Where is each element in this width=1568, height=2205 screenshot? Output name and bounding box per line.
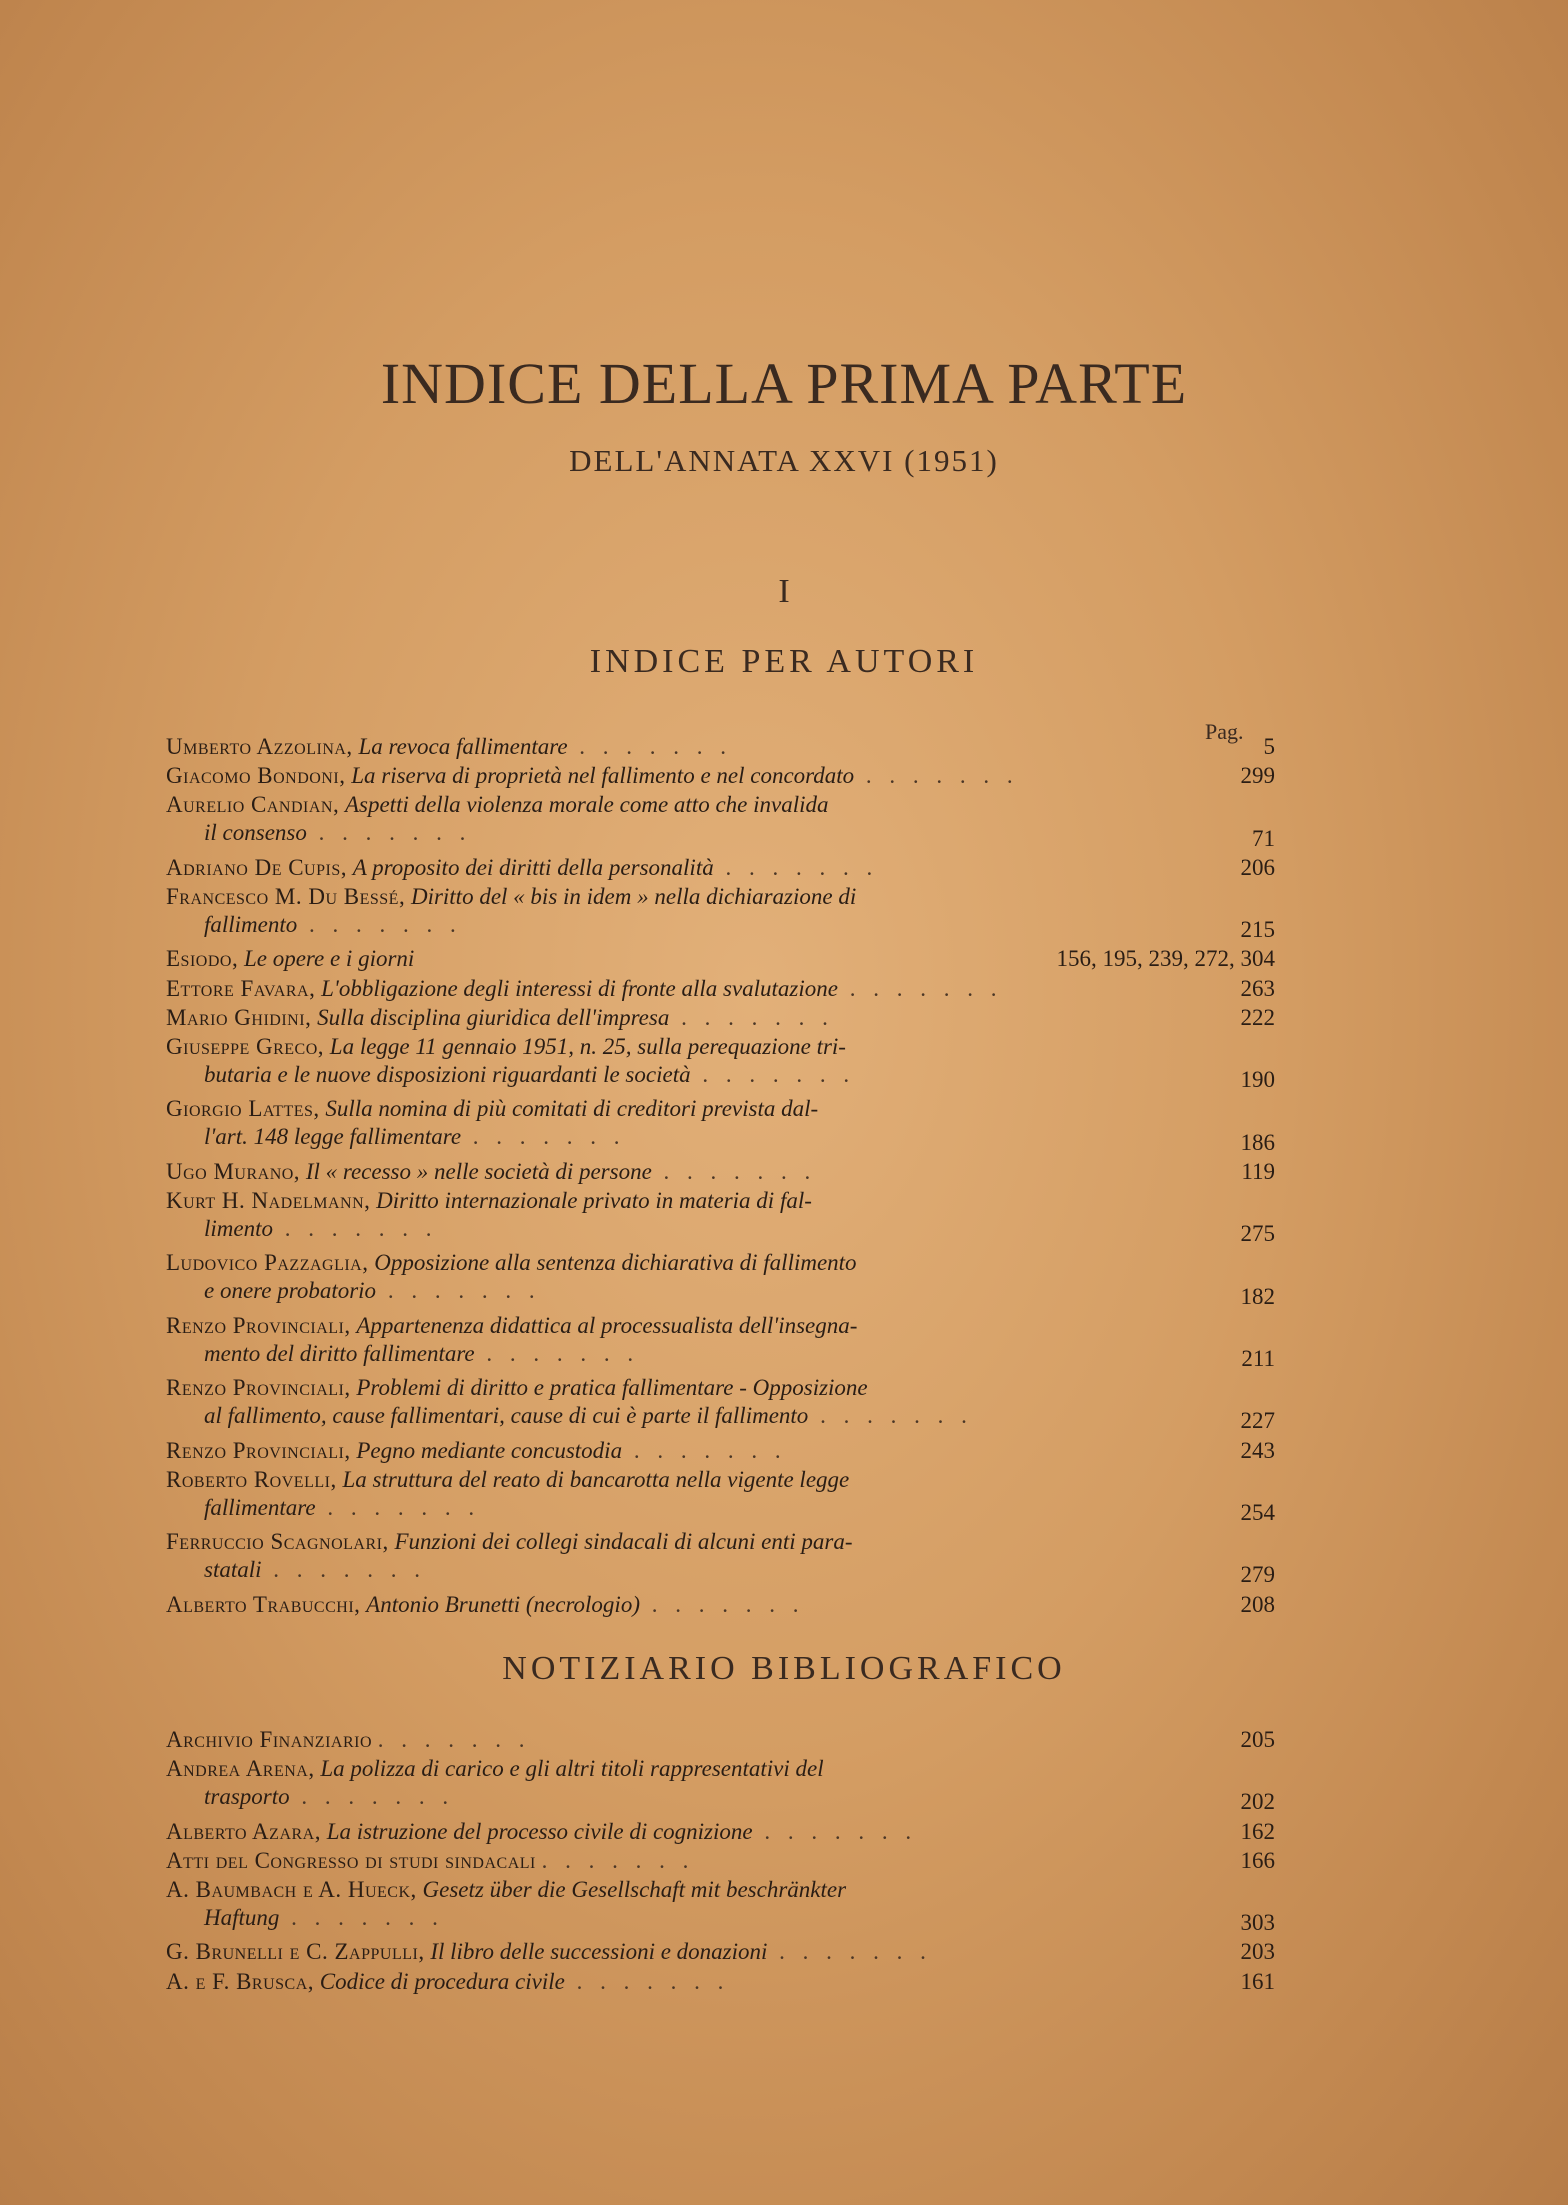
- biblio-entry-line: [166, 1968, 1266, 1996]
- authors-entry-title: Opposizione alla sentenza dichiarativa di fallimento: [374, 1250, 857, 1276]
- authors-entry-author: Adriano De Cupis,: [166, 854, 347, 880]
- biblio-entry: [166, 1938, 1266, 1966]
- leader-dots: . . . . . . .: [651, 1158, 817, 1184]
- authors-entry-line: [166, 1312, 1266, 1340]
- authors-entry-page: 119: [1241, 1158, 1275, 1184]
- authors-entry-line: [166, 883, 1266, 911]
- biblio-entry-title: La istruzione del processo civile di cognizione: [326, 1818, 753, 1844]
- authors-entry-page: 275: [1240, 1221, 1275, 1247]
- authors-entry-page: 206: [1240, 854, 1275, 880]
- authors-entry: [166, 1187, 1266, 1243]
- authors-entry-title: Funzioni dei collegi sindacali di alcuni enti para-: [394, 1529, 853, 1555]
- authors-entry: [166, 975, 1266, 1003]
- leader-dots: . . . . . . .: [541, 1847, 695, 1873]
- leader-dots: . . . . . . .: [639, 1591, 805, 1617]
- biblio-entry-line: [166, 1818, 1266, 1846]
- authors-entry-line: [166, 1466, 1266, 1494]
- authors-entry: [166, 1312, 1266, 1368]
- biblio-entry-title: Il libro delle successioni e donazioni: [430, 1939, 768, 1965]
- authors-entry-author: Ferruccio Scagnolari,: [166, 1529, 389, 1555]
- leader-dots: . . . . . . .: [273, 1216, 438, 1241]
- authors-entry-line: [166, 1494, 1266, 1522]
- authors-entry-title: L'obbligazione degli interessi di fronte alla svalutazione: [321, 975, 838, 1001]
- authors-entry-line: [166, 819, 1266, 847]
- authors-entry-line: [166, 791, 1266, 819]
- authors-entry-line: [166, 1340, 1266, 1368]
- biblio-entry-line: [166, 1847, 1266, 1875]
- authors-entry-page: 211: [1241, 1346, 1275, 1371]
- biblio-entry-author: A. Baumbach e A. Hueck,: [166, 1877, 417, 1902]
- authors-entry-title: al fallimento, cause fallimentari, cause di cui è parte il fallimento: [204, 1403, 809, 1429]
- authors-entry-title: Pegno mediante concustodia: [356, 1437, 623, 1463]
- biblio-entry-page: 202: [1240, 1789, 1275, 1815]
- biblio-entry: [166, 1818, 1266, 1846]
- leader-dots: . . . . . . .: [261, 1557, 427, 1583]
- leader-dots: . . . . . . .: [289, 1784, 455, 1810]
- authors-entry-page: 279: [1240, 1562, 1275, 1588]
- leader-dots: . . . . . . .: [767, 1939, 932, 1965]
- biblio-entry-author: G. Brunelli e C. Zappulli,: [166, 1939, 425, 1965]
- biblio-entry-title: trasporto: [204, 1784, 290, 1810]
- authors-entry-page: 5: [1263, 734, 1275, 759]
- leader-dots: . . . . . . .: [315, 1494, 481, 1520]
- biblio-entry-title: Gesetz über die Gesellschaft mit beschränkter: [422, 1877, 847, 1902]
- authors-entry-author: Alberto Trabucchi,: [166, 1591, 361, 1617]
- biblio-entry-page: 161: [1240, 1968, 1275, 1994]
- leader-dots: . . . . . . .: [306, 820, 472, 846]
- authors-entry-title: Aspetti della violenza morale come atto che invalida: [344, 792, 829, 818]
- authors-entry-line: [166, 1123, 1266, 1151]
- biblio-entry-title: La polizza di carico e gli altri titoli rappresentativi del: [320, 1756, 824, 1782]
- authors-entry-title: La struttura del reato di bancarotta nella vigente legge: [342, 1466, 850, 1492]
- authors-entry: [166, 1374, 1266, 1430]
- leader-dots: . . . . . . .: [838, 975, 1003, 1001]
- biblio-entry: [166, 1726, 1266, 1754]
- authors-entry-title: Sulla disciplina giuridica dell'impresa: [317, 1004, 670, 1030]
- authors-entry-author: Giacomo Bondoni,: [166, 763, 346, 789]
- pag-label: Pag.: [1205, 719, 1244, 744]
- biblio-entry-line: [166, 1726, 1266, 1754]
- authors-entry-author: Renzo Provinciali,: [166, 1375, 351, 1401]
- authors-entry-line: [166, 1528, 1266, 1556]
- authors-entry-line: [166, 1187, 1266, 1215]
- authors-entry-title: fallimentare: [204, 1494, 316, 1520]
- leader-dots: . . . . . . .: [854, 763, 1019, 789]
- authors-entry-line: [166, 854, 1266, 882]
- biblio-entry-title: Haftung: [204, 1905, 280, 1930]
- leader-dots: . . . . . . .: [690, 1062, 856, 1087]
- page-subtitle: DELL'ANNATA XXVI (1951): [569, 443, 999, 478]
- authors-entry-title: A proposito dei diritti della personalità: [352, 854, 714, 880]
- authors-entry-author: Roberto Rovelli,: [166, 1466, 337, 1492]
- authors-entry-line: [166, 1215, 1266, 1243]
- biblio-entry-line: [166, 1783, 1266, 1811]
- leader-dots: . . . . . . .: [377, 1727, 531, 1752]
- authors-entry-author: Ugo Murano,: [166, 1158, 301, 1184]
- authors-entry-author: Aurelio Candian,: [166, 792, 340, 818]
- authors-entry-author: Kurt H. Nadelmann,: [166, 1188, 371, 1213]
- authors-entry-title: l'art. 148 legge fallimentare: [204, 1124, 462, 1150]
- authors-entry-author: Umberto Azzolina,: [166, 734, 353, 759]
- authors-entry: [166, 1004, 1266, 1032]
- biblio-entry-author: A. e F. Brusca,: [166, 1968, 315, 1994]
- authors-entry-page: 182: [1240, 1283, 1275, 1309]
- authors-entry: [166, 1591, 1266, 1619]
- authors-entry-title: il consenso: [204, 820, 307, 846]
- authors-entry-line: [166, 762, 1266, 790]
- biblio-entry-author: Andrea Arena,: [166, 1756, 315, 1782]
- authors-entry-title: mento del diritto fallimentare: [204, 1340, 475, 1366]
- authors-entry-title: La legge 11 gennaio 1951, n. 25, sulla perequazione tri-: [329, 1034, 846, 1059]
- biblio-entry-author: Archivio Finanziario: [166, 1727, 373, 1752]
- authors-entry-line: [166, 975, 1266, 1003]
- leader-dots: . . . . . . .: [808, 1403, 973, 1429]
- biblio-entry: [166, 1876, 1266, 1932]
- authors-entry-title: statali: [204, 1557, 262, 1583]
- authors-entry-author: Ludovico Pazzaglia,: [166, 1250, 369, 1276]
- page-title: INDICE DELLA PRIMA PARTE: [380, 351, 1188, 416]
- authors-entry-title: Le opere e i giorni: [243, 946, 415, 972]
- authors-entry-page: 190: [1240, 1067, 1275, 1093]
- authors-entry-page: 243: [1240, 1437, 1275, 1463]
- authors-entry-title: fallimento: [204, 912, 298, 937]
- biblio-entry-page: 203: [1240, 1939, 1275, 1965]
- leader-dots: . . . . . . .: [752, 1818, 918, 1844]
- leader-dots: . . . . . . .: [622, 1437, 787, 1463]
- authors-entry: [166, 1095, 1266, 1151]
- authors-entry-title: La revoca fallimentare: [358, 734, 568, 759]
- leader-dots: . . . . . . .: [376, 1278, 541, 1304]
- authors-entry-author: Giorgio Lattes,: [166, 1096, 320, 1122]
- authors-entry-title: Diritto del « bis in idem » nella dichiarazione di: [410, 884, 857, 909]
- authors-entry-title: e onere probatorio: [204, 1278, 377, 1304]
- biblio-entry-line: [166, 1938, 1266, 1966]
- authors-entry-title: Problemi di diritto e pratica fallimentare - Opposizione: [356, 1375, 868, 1401]
- leader-dots: . . . . . . .: [564, 1968, 730, 1994]
- authors-entry-page: 71: [1252, 825, 1275, 851]
- authors-entry-page: 186: [1240, 1129, 1275, 1155]
- authors-entry: [166, 883, 1266, 939]
- authors-entry-author: Esiodo,: [166, 946, 239, 972]
- authors-entry-title: Antonio Brunetti (necrologio): [366, 1591, 640, 1617]
- biblio-entry-page: 205: [1240, 1727, 1275, 1752]
- biblio-entry: [166, 1847, 1266, 1875]
- authors-entry-author: Ettore Favara,: [166, 975, 316, 1001]
- authors-entry: [166, 1158, 1266, 1186]
- biblio-entry-page: 166: [1240, 1847, 1275, 1873]
- authors-entry-title: limento: [204, 1216, 273, 1241]
- biblio-entry-author: Atti del Congresso di studi sindacali: [166, 1847, 536, 1873]
- authors-entry-line: [166, 1277, 1266, 1305]
- authors-entry-line: [166, 1095, 1266, 1123]
- authors-entry-title: butaria e le nuove disposizioni riguardanti le società: [204, 1062, 691, 1087]
- leader-dots: . . . . . . .: [669, 1004, 834, 1030]
- biblio-entry-page: 303: [1240, 1910, 1275, 1936]
- biblio-entry-page: 162: [1240, 1818, 1275, 1844]
- authors-entry: [166, 1466, 1266, 1522]
- leader-dots: . . . . . . .: [567, 734, 733, 759]
- biblio-entry: [166, 1968, 1266, 1996]
- authors-entry-line: [166, 1004, 1266, 1032]
- authors-entry-line: [166, 1249, 1266, 1277]
- biblio-entry-author: Alberto Azara,: [166, 1818, 321, 1844]
- authors-entry-page: 299: [1240, 763, 1275, 789]
- authors-entry: [166, 1437, 1266, 1465]
- biblio-entry-line: [166, 1904, 1266, 1932]
- authors-entry-page: 254: [1240, 1500, 1275, 1525]
- biblio-entry-line: [166, 1876, 1266, 1904]
- authors-entry-title: Diritto internazionale privato in materia di fal-: [376, 1188, 812, 1213]
- authors-entry-line: [166, 1591, 1266, 1619]
- authors-entry-line: [166, 1061, 1266, 1089]
- section-number: I: [778, 573, 790, 610]
- authors-entry: [166, 1033, 1266, 1089]
- authors-entry-title: Appartenenza didattica al processualista dell'insegna-: [356, 1312, 858, 1338]
- authors-entry-author: Renzo Provinciali,: [166, 1437, 351, 1463]
- authors-entry-page: 215: [1240, 917, 1275, 943]
- authors-entry: [166, 733, 1266, 761]
- authors-entry: [166, 1528, 1266, 1584]
- leader-dots: . . . . . . .: [713, 854, 879, 880]
- authors-entry-page: 263: [1240, 975, 1275, 1001]
- authors-entry-line: [166, 1556, 1266, 1584]
- authors-entry-line: [166, 1374, 1266, 1402]
- authors-entry-page: 227: [1240, 1408, 1275, 1434]
- authors-entry: [166, 762, 1266, 790]
- biblio-entry: [166, 1755, 1266, 1811]
- authors-entry-page: 156, 195, 239, 272, 304: [1056, 946, 1275, 972]
- authors-entry: [166, 1249, 1266, 1305]
- leader-dots: . . . . . . .: [474, 1340, 640, 1366]
- authors-entry-title: Sulla nomina di più comitati di creditori prevista dal-: [325, 1096, 819, 1122]
- authors-entry-line: [166, 1033, 1266, 1061]
- section-heading-authors: INDICE PER AUTORI: [589, 643, 979, 680]
- authors-entry-author: Mario Ghidini,: [166, 1004, 312, 1030]
- authors-entry-title: La riserva di proprietà nel fallimento e nel concordato: [351, 763, 855, 789]
- authors-entry-page: 222: [1240, 1004, 1275, 1030]
- authors-entry-author: Giuseppe Greco,: [166, 1034, 325, 1059]
- authors-entry-line: [166, 911, 1266, 939]
- biblio-entry-line: [166, 1755, 1266, 1783]
- authors-entry-line: [166, 733, 1266, 761]
- authors-entry: [166, 791, 1266, 847]
- authors-entry-title: Il « recesso » nelle società di persone: [305, 1158, 652, 1184]
- leader-dots: . . . . . . .: [461, 1124, 626, 1150]
- section-heading-biblio: NOTIZIARIO BIBLIOGRAFICO: [502, 1650, 1066, 1687]
- leader-dots: . . . . . . .: [297, 912, 462, 937]
- biblio-entry-title: Codice di procedura civile: [319, 1968, 565, 1994]
- authors-entry-page: 208: [1240, 1591, 1275, 1617]
- authors-entry-line: [166, 1158, 1266, 1186]
- authors-entry-author: Francesco M. Du Bessé,: [166, 884, 406, 909]
- authors-entry-line: [166, 1402, 1266, 1430]
- leader-dots: . . . . . . .: [279, 1905, 444, 1930]
- authors-entry-author: Renzo Provinciali,: [166, 1312, 351, 1338]
- authors-entry: [166, 854, 1266, 882]
- authors-entry-line: [166, 1437, 1266, 1465]
